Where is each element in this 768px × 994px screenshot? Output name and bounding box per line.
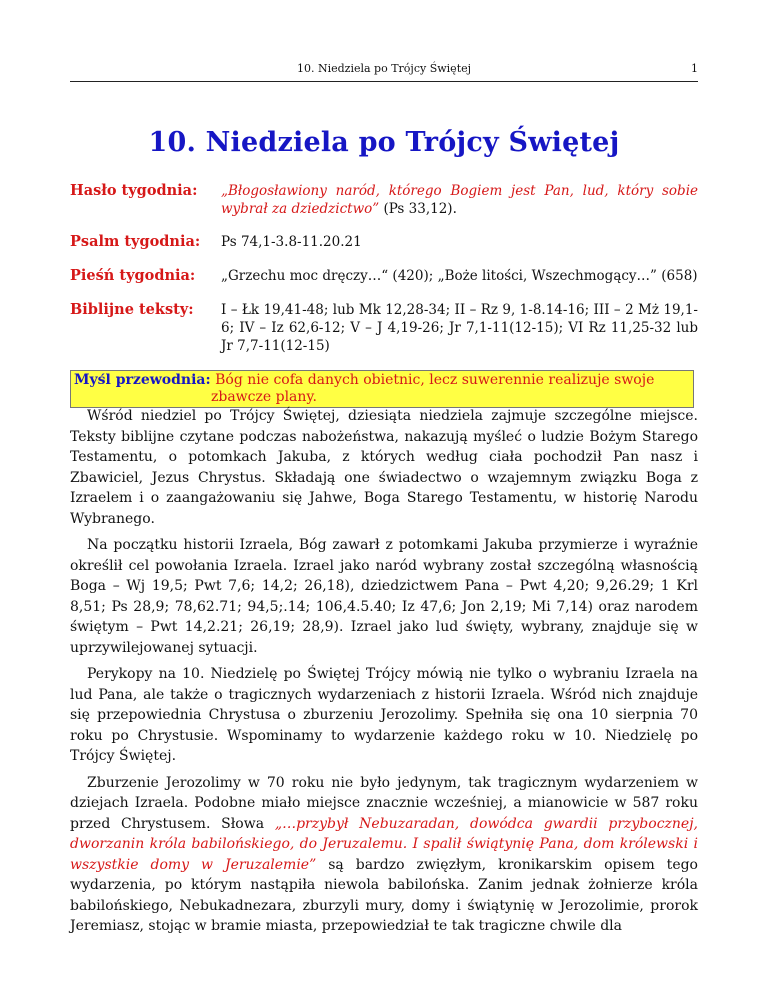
info-row-biblijne [70,299,698,355]
paragraph-1: Wśród niedziel po Trójcy Świętej, dziesiąta niedziela zajmuje szczególne miejsce. Teksty biblijne czytane podczas nabożeństwa, nakazują myśleć o ludzie Bożym Starego Testamentu, o potomkach Jakuba, z których według ciała pochodził Pan nasz i Zbawiciel, Jezus Chrystus. Składają one świadectwo o wzajemnym związku Boga z Izraelem i o zaangażowaniu się Jahwe, Boga Starego Testamentu, w historię Narodu Wybranego. [70,408,698,527]
paragraph-2: Na początku historii Izraela, Bóg zawarł z potomkami Jakuba przymierze i wyraźnie określił cel powołania Izraela. Izrael jako naród wybrany został szczególną własnością Boga – Wj 19,5; Pwt 7,6; 14,2; 26,18), dziedzictwem Pana – Pwt 4,20; 9,26.29; 1 Krl 8,51; Ps 28,9; 78,62.71; 94,5;.14; 106,4.5.40; Iz 47,6; Jon 2,19; Mi 7,14) oraz narodem świętym – Pwt 14,2.21; 26,19; 28,9). Izrael jako lud święty, wybrany, znajduje się w uprzywilejowanej sytuacji. [70,537,698,656]
running-title: 10. Niedziela po Trójcy Świętej [296,62,472,75]
main-thought-continuation: zbawcze plany. [211,389,317,405]
info-row-psalm [70,231,698,252]
psalm-label: Psalm tygodnia: [70,233,201,250]
paragraph-3: Perykopy na 10. Niedzielę po Świętej Trójcy mówią nie tylko o wybraniu Izraela na lud Pana, ale także o tragicznych wydarzeniach z historii Izraela. Wśród nich znajduje się przepowiednia Chrystusa o zburzeniu Jerozolimy. Spełniła się ona 10 sierpnia 70 roku po Chrystusie. Wspominamy to wydarzenie każdego roku w 10. Niedzielę po Trójcy Świętej. [70,666,698,764]
haslo-label: Hasło tygodnia: [70,182,198,199]
paragraph-4 [70,773,698,937]
psalm-value: Ps 74,1-3.8-11.20.21 [221,234,362,250]
main-thought-box [70,370,694,408]
haslo-value-block [221,180,698,218]
header-divider [70,81,698,82]
info-row-piesn [70,265,698,286]
page-number: 1 [691,62,698,75]
page-title: 10. Niedziela po Trójcy Świętej [148,127,620,158]
paragraph-4-start: Zburzenie Jerozolimy w 70 roku nie było jedynym, tak tragicznym wydarzeniem w dziejach Izraela. Podobne miało miejsce znacznie wcześniej, a mianowicie w 587 roku przed Chrystusem. Słowa [70,774,698,832]
biblijne-label: Biblijne teksty: [70,301,194,318]
piesn-label: Pieśń tygodnia: [70,267,196,284]
haslo-value: „Błogosławiony naród, którego Bogiem jest Pan, lud, który sobie wybrał za dziedzictwo” [221,183,698,217]
paragraph-4-end: są bardzo zwięzłym, kronikarskim opisem tego wydarzenia, po którym nastąpiła niewola babilońska. Zanim jednak żołnierze króla babilońskiego, Nebukadnezara, zburzyli mury, domy i świątynię w Jerozolimie, prorok Jeremiasz, stojąc w bramie miasta, przepowiedział te tak tragiczne chwile dla [70,856,698,934]
piesn-value: „Grzechu moc dręczy…“ (420); „Boże litości, Wszechmogący…” (658) [221,268,698,284]
haslo-reference: (Ps 33,12). [379,201,457,217]
main-thought-label: Myśl przewodnia: [74,372,211,388]
paragraph-4-quote: „…przybył Nebuzaradan, dowódca gwardii przybocznej, dworzanin króla babilońskiego, do Jeruzalemu. I spalił świątynię Pana, dom królewski i wszystkie domy w Jeruzalemie” [70,815,699,873]
running-header [70,62,698,75]
info-row-haslo [70,180,698,218]
body-text [70,406,698,943]
biblijne-value: I – Łk 19,41-48; lub Mk 12,28-34; II – Rz 9, 1-8.14-16; III – 2 Mż 19,1-6; IV – Iz 62,6-12; V – J 4,19-26; Jr 7,1-11(12-15); VI Rz 11,25-32 lub Jr 7,7-11(12-15) [221,302,698,354]
week-info-table [70,180,698,368]
main-thought-text: Bóg nie cofa danych obietnic, lecz suwerennie realizuje swoje [210,372,655,388]
